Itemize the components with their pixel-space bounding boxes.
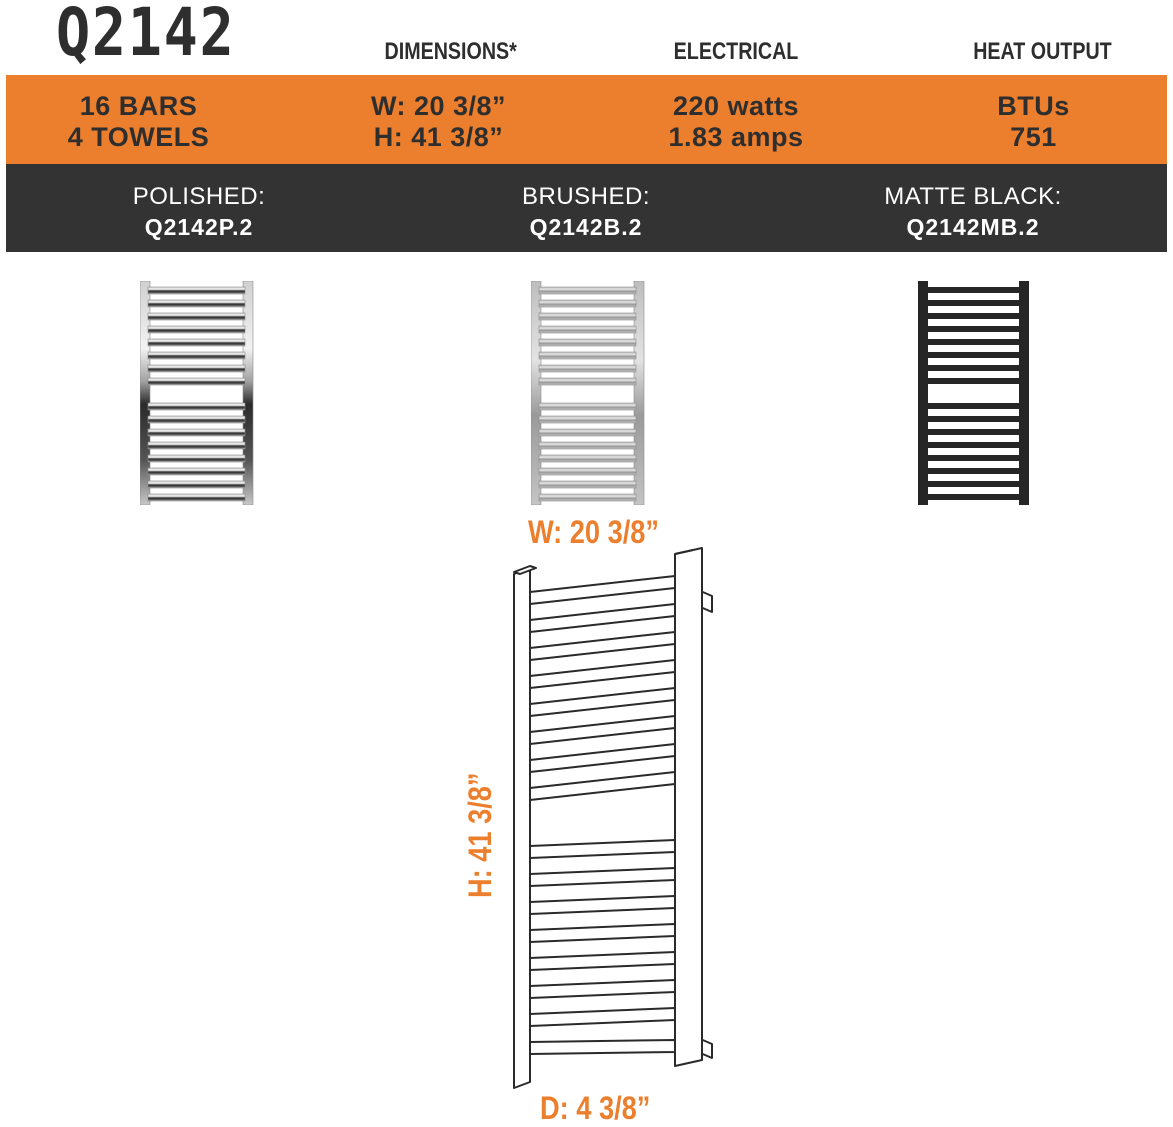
finish-name: MATTE BLACK: <box>884 183 1062 210</box>
finish-name: POLISHED: <box>132 183 266 210</box>
finish-code: Q2142MB.2 <box>906 214 1040 240</box>
spec-height: H: 41 3/8” <box>373 122 504 152</box>
finishes-band <box>6 164 1167 252</box>
matte-black-rack-image <box>918 281 1030 505</box>
brushed-rack-image <box>531 281 645 505</box>
spec-width: W: 20 3/8” <box>370 91 507 121</box>
drawing-depth-label: D: 4 3/8” <box>540 1090 651 1126</box>
finish-name: BRUSHED: <box>521 183 651 210</box>
header-heat-output: HEAT OUTPUT <box>973 38 1112 65</box>
header-dimensions: DIMENSIONS* <box>384 38 517 65</box>
spec-amps: 1.83 amps <box>668 122 804 152</box>
spec-bars-towels <box>61 91 216 153</box>
finish-brushed <box>511 182 661 242</box>
spec-heat-output <box>976 91 1091 153</box>
polished-rack-image <box>140 281 254 505</box>
drawing-width-label: W: 20 3/8” <box>528 514 660 550</box>
spec-btu-label: BTUs <box>997 91 1070 121</box>
finish-matte-black <box>878 182 1068 242</box>
rack-line-drawing <box>480 540 730 1090</box>
finish-polished <box>124 182 274 242</box>
drawing-height-label: H: 41 3/8” <box>462 772 498 898</box>
spec-towels: 4 TOWELS <box>67 122 210 152</box>
specs-band <box>6 75 1167 164</box>
spec-btu-value: 751 <box>1010 122 1057 152</box>
spec-watts: 220 watts <box>672 91 800 121</box>
spec-dimensions <box>351 91 526 153</box>
header-electrical: ELECTRICAL <box>673 38 799 65</box>
spec-bars: 16 BARS <box>79 91 198 121</box>
spec-electrical <box>656 91 816 153</box>
finish-code: Q2142B.2 <box>529 214 643 240</box>
finish-code: Q2142P.2 <box>144 214 254 240</box>
model-title: Q2142 <box>56 0 236 71</box>
